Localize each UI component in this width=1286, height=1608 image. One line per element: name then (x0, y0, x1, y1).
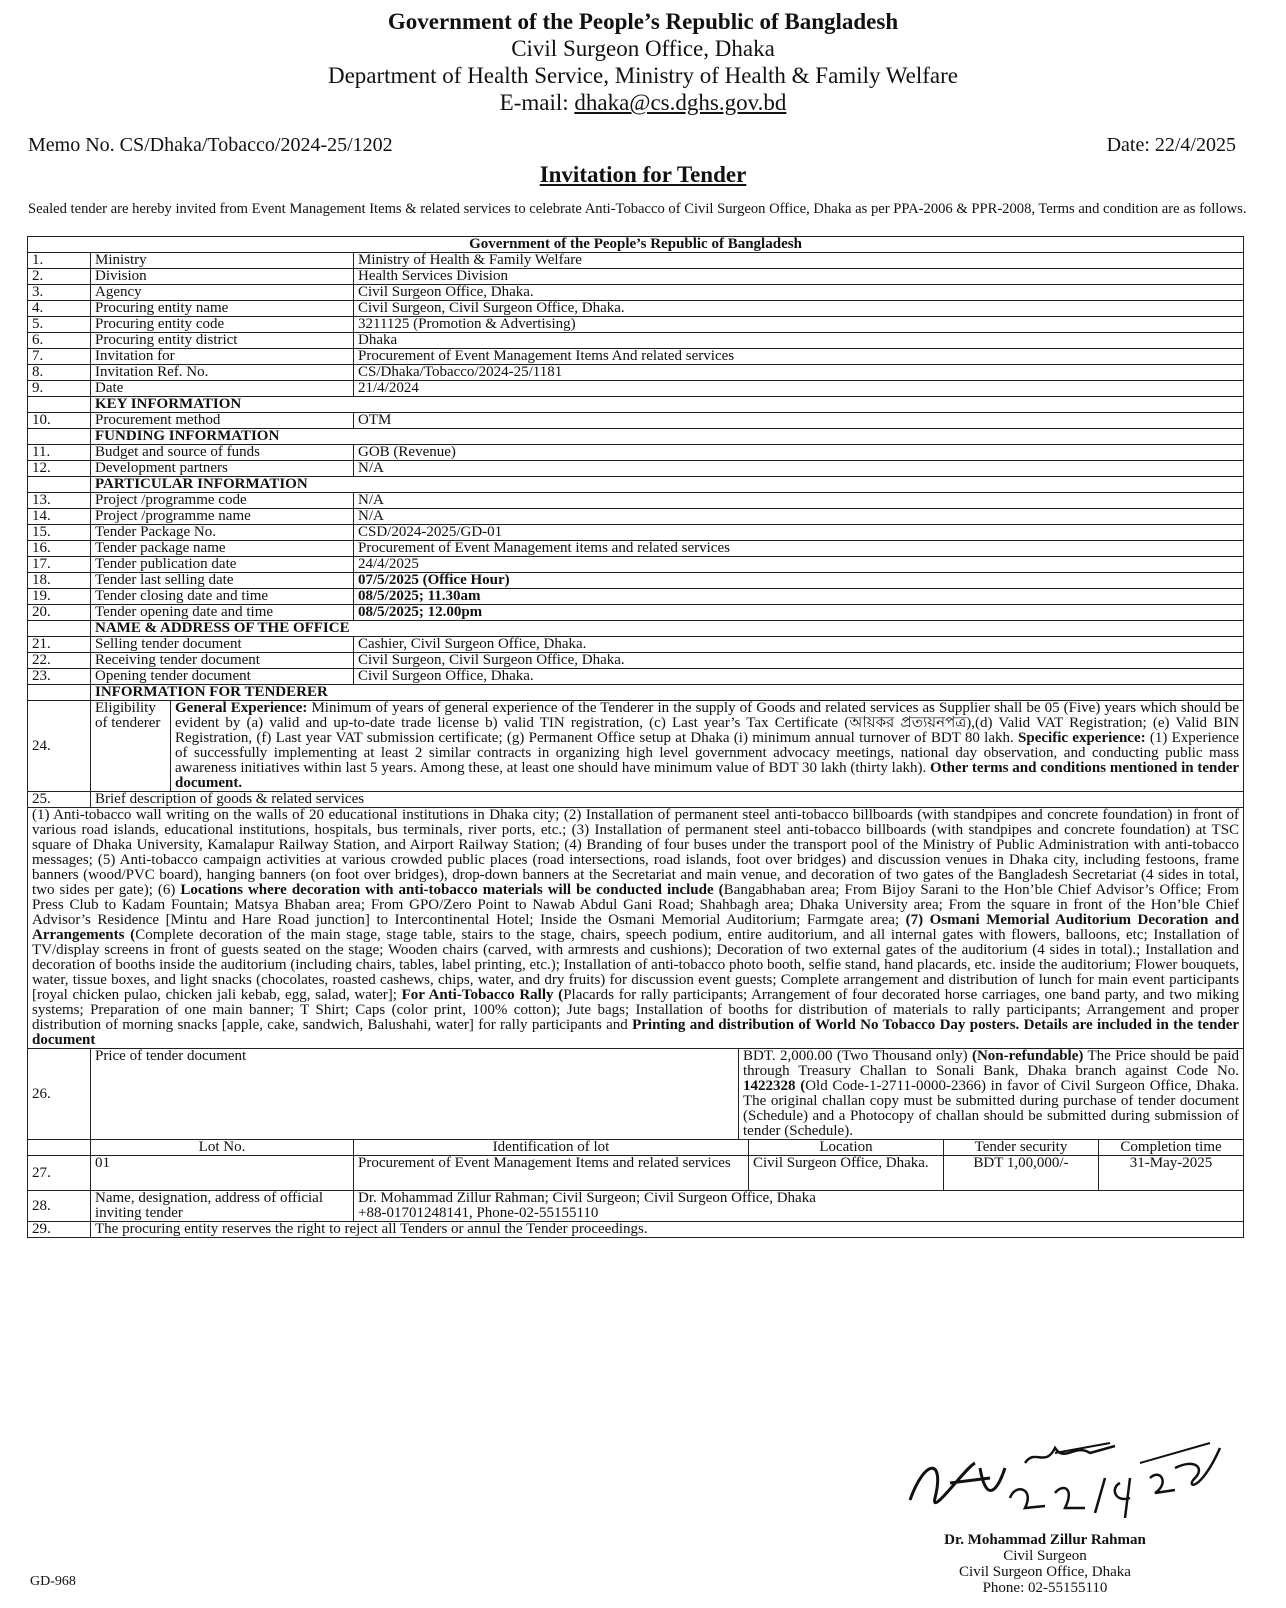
row-label: Tender opening date and time (91, 605, 354, 621)
row-number: 7. (28, 349, 91, 365)
table-row (28, 445, 1244, 461)
row-number: 3. (28, 285, 91, 301)
row-label: Tender package name (91, 541, 354, 557)
row-number: 2. (28, 269, 91, 285)
lot-completion-header: Completion time (1099, 1140, 1244, 1156)
row-value: Civil Surgeon Office, Dhaka. (354, 669, 1244, 685)
row-value: Procurement of Event Management items and related services (354, 541, 1244, 557)
memo-number: Memo No. CS/Dhaka/Tobacco/2024-25/1202 (28, 134, 393, 156)
goods-description-row (28, 808, 1244, 1049)
table-row (28, 509, 1244, 525)
row-number: 17. (28, 557, 91, 573)
table-row-26 (28, 1049, 1244, 1140)
section-office-address: NAME & ADDRESS OF THE OFFICE (91, 621, 1244, 637)
row-value: Civil Surgeon, Civil Surgeon Office, Dhaka. (354, 301, 1244, 317)
table-group-key (28, 413, 1244, 429)
row-label: Agency (91, 285, 354, 301)
row-label: Procurement method (91, 413, 354, 429)
row-value: Procurement of Event Management Items And related services (354, 349, 1244, 365)
table-group-general (28, 253, 1244, 397)
row-number: 27. (28, 1156, 91, 1191)
row-number: 16. (28, 541, 91, 557)
row-number: 10. (28, 413, 91, 429)
table-row (28, 301, 1244, 317)
table-row (28, 525, 1244, 541)
row-number: 15. (28, 525, 91, 541)
table-row (28, 317, 1244, 333)
letterhead (0, 8, 1286, 117)
row-label: Price of tender document (91, 1049, 739, 1140)
row-value: 07/5/2025 (Office Hour) (354, 573, 1244, 589)
table-row (28, 669, 1244, 685)
row-value: Cashier, Civil Surgeon Office, Dhaka. (354, 637, 1244, 653)
row-number: 24. (28, 701, 91, 792)
row-number: 6. (28, 333, 91, 349)
row-label: Selling tender document (91, 637, 354, 653)
section-key-information: KEY INFORMATION (91, 397, 1244, 413)
table-row-28 (28, 1191, 1244, 1222)
row-value: N/A (354, 461, 1244, 477)
row-label: Ministry (91, 253, 354, 269)
table-row (28, 573, 1244, 589)
row-label: Brief description of goods & related services (91, 792, 1244, 808)
row-value: Civil Surgeon Office, Dhaka. (354, 285, 1244, 301)
signatory-name: Dr. Mohammad Zillur Rahman (944, 1532, 1146, 1548)
row-value: Health Services Division (354, 269, 1244, 285)
table-row (28, 653, 1244, 669)
table-row (28, 333, 1244, 349)
handwritten-signature (905, 1438, 1225, 1533)
row-label: Tender last selling date (91, 573, 354, 589)
row-label: Budget and source of funds (91, 445, 354, 461)
table-row (28, 365, 1244, 381)
row-number: 28. (28, 1191, 91, 1222)
table-row (28, 605, 1244, 621)
row-label: Division (91, 269, 354, 285)
row-label: Tender closing date and time (91, 589, 354, 605)
office-title: Civil Surgeon Office, Dhaka (511, 36, 775, 62)
table-caption: Government of the People’s Republic of Bangladesh (28, 237, 1244, 253)
signatory-office: Civil Surgeon Office, Dhaka (959, 1564, 1131, 1580)
official-details: Dr. Mohammad Zillur Rahman; Civil Surgeon; Civil Surgeon Office, Dhaka +88-01701248141, Phone-02-55155110 (354, 1191, 1244, 1222)
section-particular-information: PARTICULAR INFORMATION (91, 477, 1244, 493)
row-value: Dhaka (354, 333, 1244, 349)
row-label: Procuring entity district (91, 333, 354, 349)
row-value: 3211125 (Promotion & Advertising) (354, 317, 1244, 333)
section-funding-information: FUNDING INFORMATION (91, 429, 1244, 445)
row-value: CSD/2024-2025/GD-01 (354, 525, 1244, 541)
lot-header-row (28, 1140, 1244, 1156)
row-number: 12. (28, 461, 91, 477)
table-row (28, 541, 1244, 557)
row-label: Procuring entity name (91, 301, 354, 317)
row-value: OTM (354, 413, 1244, 429)
row-label: Opening tender document (91, 669, 354, 685)
page-title: Invitation for Tender (539, 162, 747, 187)
row-value: 24/4/2025 (354, 557, 1244, 573)
department-title: Department of Health Service, Ministry of Health & Family Welfare (327, 63, 959, 89)
row-label: Tender Package No. (91, 525, 354, 541)
table-row (28, 381, 1244, 397)
signatory-phone: Phone: 02-55155110 (982, 1580, 1108, 1596)
row-number: 29. (28, 1222, 91, 1238)
table-row (28, 557, 1244, 573)
lot-completion: 31-May-2025 (1099, 1156, 1244, 1191)
row-value: The procuring entity reserves the right to reject all Tenders or annul the Tender proceedings. (91, 1222, 1244, 1238)
row-value: CS/Dhaka/Tobacco/2024-25/1181 (354, 365, 1244, 381)
table-row (28, 589, 1244, 605)
email-link[interactable]: dhaka@cs.dghs.gov.bd (574, 90, 787, 116)
table-row (28, 637, 1244, 653)
table-row-27 (28, 1156, 1244, 1191)
row-value: 08/5/2025; 11.30am (354, 589, 1244, 605)
row-label: Invitation Ref. No. (91, 365, 354, 381)
row-number: 21. (28, 637, 91, 653)
row-label: Date (91, 381, 354, 397)
table-row (28, 253, 1244, 269)
row-value: Civil Surgeon, Civil Surgeon Office, Dhaka. (354, 653, 1244, 669)
table-group-office (28, 637, 1244, 685)
row-value: Ministry of Health & Family Welfare (354, 253, 1244, 269)
row-number: 11. (28, 445, 91, 461)
row-number: 22. (28, 653, 91, 669)
row-label: Procuring entity code (91, 317, 354, 333)
lot-location-header: Location (749, 1140, 944, 1156)
row-number: 5. (28, 317, 91, 333)
row-label: Development partners (91, 461, 354, 477)
row-number: 9. (28, 381, 91, 397)
table-row-25 (28, 792, 1244, 808)
row-value: N/A (354, 509, 1244, 525)
table-row-29 (28, 1222, 1244, 1238)
lot-no: 01 (91, 1156, 354, 1191)
eligibility-text: General Experience: Minimum of years of general experience of the Tenderer in the supply of Goods and related services as Supplier shall be 05 (Five) years which should be evident by (a) valid and up-to-date trade license b) valid TIN registration, (c) Last year’s Tax Certificate (আয়কর প্রত্যয়নপত্র),(d) Valid VAT Registration; (e) Valid BIN Registration, (f) Last year VAT submission certificate; (g) Permanent Office setup at Dhaka (i) minimum annual turnover of BDT 80 lakh. Specific experience: (1) Experience of successfully implementing at least 2 similar contracts in organizing high level government advocacy meetings, national day observation, and conducting public mass awareness initiatives within last 5 years. Among these, at least one should have minimum value of BDT 30 lakh (thirty lakh). Other terms and conditions mentioned in tender document. (171, 701, 1244, 792)
email-label: E-mail: (499, 90, 569, 116)
row-number: 18. (28, 573, 91, 589)
row-number: 20. (28, 605, 91, 621)
row-number: 13. (28, 493, 91, 509)
row-label: Tender publication date (91, 557, 354, 573)
row-number: 8. (28, 365, 91, 381)
table-row-24 (28, 701, 1244, 792)
lot-identification: Procurement of Event Management Items and related services (354, 1156, 749, 1191)
table-group-dates (28, 573, 1244, 621)
lot-security: BDT 1,00,000/- (944, 1156, 1099, 1191)
row-number: 1. (28, 253, 91, 269)
signatory-designation: Civil Surgeon (1003, 1548, 1087, 1564)
row-label: Receiving tender document (91, 653, 354, 669)
price-text: BDT. 2,000.00 (Two Thousand only) (Non-refundable) The Price should be paid through Treasury Challan to Sonali Bank, Dhaka branch against Code No. 1422328 (Old Code-1-2711-0000-2366) in favor of Civil Surgeon Office, Dhaka. The original challan copy must be submitted during purchase of tender document (Schedule) and a Photocopy of challan should be submitted during submission of tender (Schedule). (739, 1049, 1244, 1140)
row-number: 23. (28, 669, 91, 685)
row-number: 26. (28, 1049, 91, 1140)
row-label: Eligibility of tenderer (91, 701, 171, 792)
email-line (0, 89, 1286, 116)
table-row (28, 349, 1244, 365)
table-row (28, 269, 1244, 285)
memo-date: Date: 22/4/2025 (1106, 134, 1236, 156)
footer-code: GD-968 (30, 1574, 76, 1589)
lot-location: Civil Surgeon Office, Dhaka. (749, 1156, 944, 1191)
signature-block (880, 1532, 1210, 1596)
goods-description: (1) Anti-tobacco wall writing on the walls of 20 educational institutions in Dhaka city; (2) Installation of permanent steel anti-tobacco billboards (with standpipes and concrete foundation) in front of various road islands, educational institutions, hospitals, bus terminals, river ports, etc.; (3) Installation of permanent steel anti-tobacco billboards (with standpipes and concrete foundation) at TSC square of Dhaka University, Kamalapur Railway Station, and Airport Railway Station; (4) Branding of four buses under the transport pool of the Ministry of Public Administration with anti-tobacco messages; (5) Anti-tobacco campaign activities at various crowded public places (road intersections, road islands, foot over bridges) and discussion venues in Dhaka city, including festoons, frame banners (wood/PVC board), hanging banners (on foot over bridges), drop-down banners at the Secretariat and main venue, and decoration of two gates of the Bangladesh Secretariat (4 sides in total, two sides per gate); (6) Locations where decoration with anti-tobacco materials will be conducted include (Bangabhaban area; From Bijoy Sarani to the Hon’ble Chief Advisor’s Office; From Press Club to Kadam Fountain; Matsya Bhaban area; From GPO/Zero Point to Nawab Abdul Gani Road; Shahbagh area; Dhaka University area; From the square in front of the Hon’ble Chief Advisor’s Residence [Mintu and Hare Road junction] to Intercontinental Hotel; Inside the Osmani Memorial Auditorium; Farmgate area; (7) Osmani Memorial Auditorium Decoration and Arrangements (Complete decoration of the main stage, stage table, stairs to the stage, chairs, speech podium, entire auditorium, and all internal gates with flowers, balloons, etc; Installation of TV/display screens in front of guests seated on the stage; Wooden chairs (carved, with armrests and cushions); Decoration of two external gates of the auditorium (4 sides in total).; Installation and decoration of booths inside the auditorium (including chairs, tables, label printing, etc.); Installation of anti-tobacco photo booth, selfie stand, hand placards, etc. inside the auditorium; Flower bouquets, water, tissue boxes, and light snacks (chocolates, roasted cashews, chips, water, and dry fruits) for discussion event guests; Complete arrangement and distribution of lunch for main event participants [royal chicken pulao, chicken jali kebab, egg, salad, water]; For Anti-Tobacco Rally (Placards for rally participants; Arrangement of four decorated horse carriages, one band party, and two miking systems; Preparation of one main banner; T Shirt; Caps (color print, 100% cotton); Jute bags; Installation of booths for distribution of materials to rally participants; Arrangement and proper distribution of morning snacks [apple, cake, sandwich, Balushahi, water] for rally participants and Printing and distribution of World No Tobacco Day posters. Details are included in the tender document (28, 808, 1244, 1049)
gov-title: Government of the People’s Republic of Bangladesh (387, 9, 899, 34)
lot-no-header: Lot No. (91, 1140, 354, 1156)
section-tenderer-info: INFORMATION FOR TENDERER (91, 685, 1244, 701)
row-value: N/A (354, 493, 1244, 509)
lot-id-header: Identification of lot (354, 1140, 749, 1156)
table-row (28, 413, 1244, 429)
table-group-funding (28, 445, 1244, 477)
row-label: Name, designation, address of official inviting tender (91, 1191, 354, 1222)
memo-line (28, 134, 1236, 157)
tender-table (27, 236, 1244, 1238)
table-group-particular (28, 493, 1244, 573)
table-row (28, 493, 1244, 509)
row-number: 25. (28, 792, 91, 808)
row-number: 14. (28, 509, 91, 525)
row-value: 21/4/2024 (354, 381, 1244, 397)
table-row (28, 285, 1244, 301)
row-label: Project /programme code (91, 493, 354, 509)
row-label: Project /programme name (91, 509, 354, 525)
row-number: 4. (28, 301, 91, 317)
lot-security-header: Tender security (944, 1140, 1099, 1156)
row-value: GOB (Revenue) (354, 445, 1244, 461)
row-value: 08/5/2025; 12.00pm (354, 605, 1244, 621)
row-number: 19. (28, 589, 91, 605)
row-label: Invitation for (91, 349, 354, 365)
intro-paragraph: Sealed tender are hereby invited from Event Management Items & related services to celebrate Anti-Tobacco of Civil Surgeon Office, Dhaka as per PPA-2006 & PPR-2008, Terms and condition are as follows. (28, 201, 1247, 217)
table-row (28, 461, 1244, 477)
